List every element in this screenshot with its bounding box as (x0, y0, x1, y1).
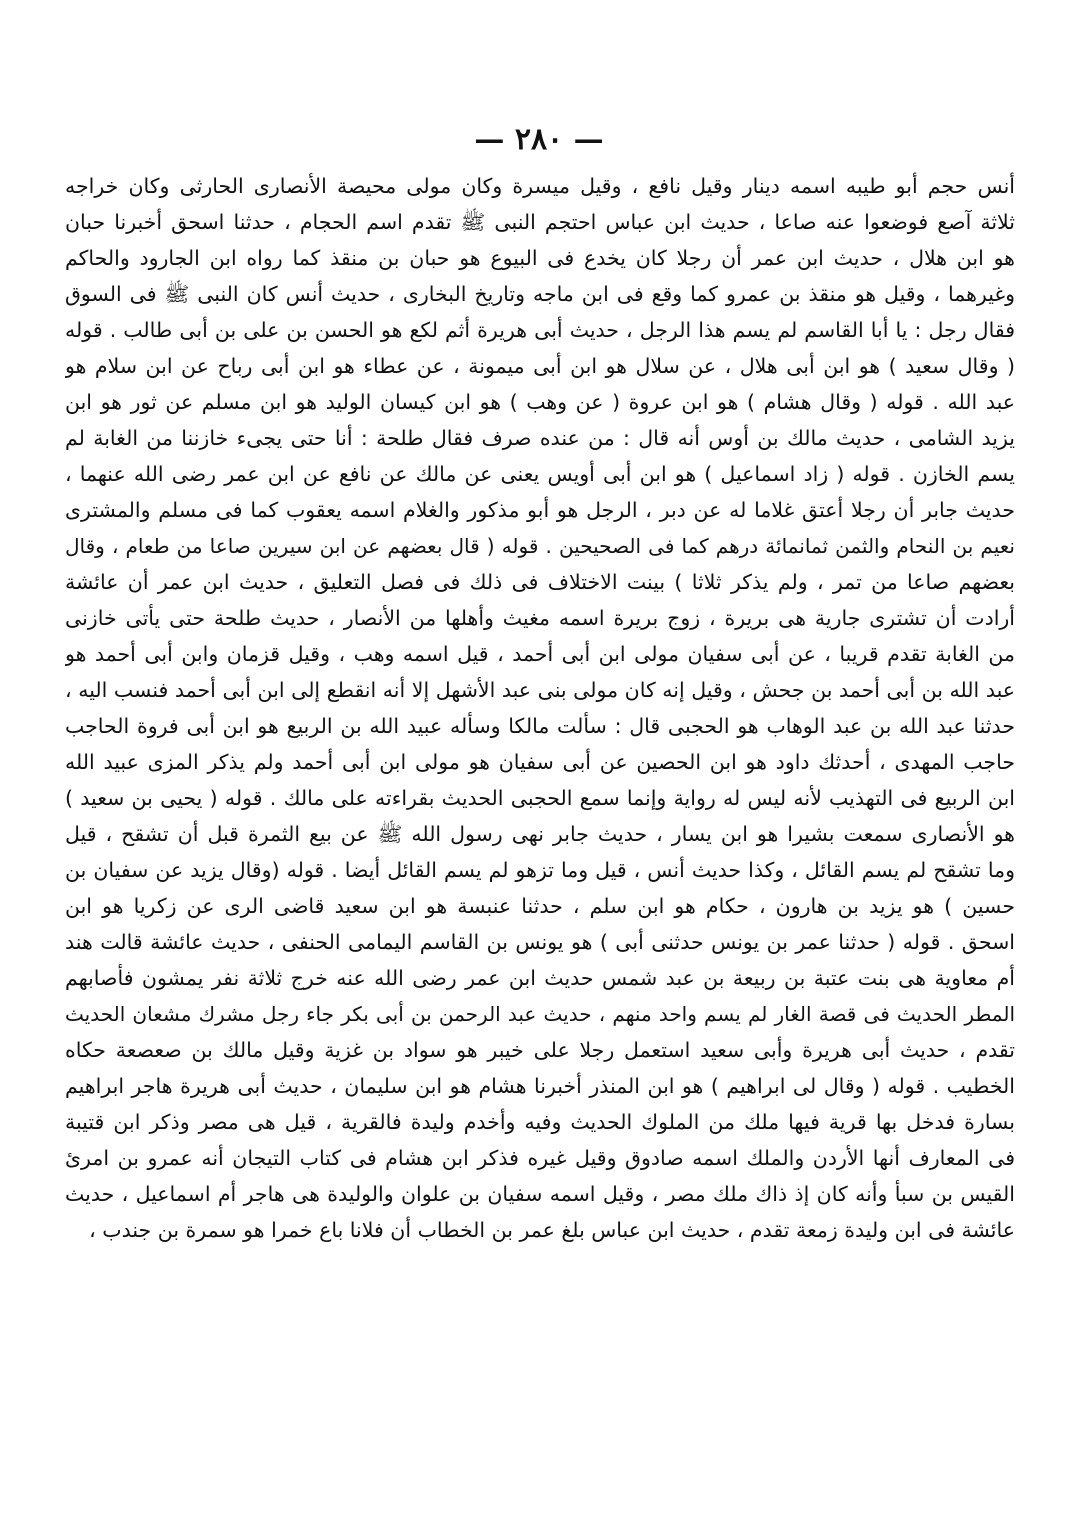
text-line: حديث جابر أن رجلا أعتق غلاما له عن دبر ، الرجل هو أبو مذكور والغلام اسمه يعقوب كما فى مسلم والمشترى (65, 498, 1015, 522)
text-line: عبد الله بن أبى أحمد بن جحش ، وقيل إنه كان مولى بنى عبد الأشهل إلا أنه انقطع إلى ابن أبى أحمد فنسب اليه ، (65, 678, 1015, 702)
text-line: أنس حجم أبو طيبه اسمه دينار وقيل نافع ، وقيل ميسرة وكان مولى محيصة الأنصارى الحارثى وكان خراجه (65, 174, 1015, 198)
body-text (65, 168, 1015, 1248)
text-line: عبد الله . قوله ( وقال هشام ) هو ابن عروة ( عن وهب ) هو ابن كيسان الوليد هو ابن مسلم عن ثور هو ابن (65, 390, 1015, 414)
text-line: يسم الخازن . قوله ( زاد اسماعيل ) هو ابن أبى أويس يعنى عن مالك عن نافع عن ابن عمر رضى الله عنهما ، (65, 462, 1015, 486)
text-line: بعضهم صاعا من تمر ، ولم يذكر ثلاثا ) بينت الاختلاف فى ذلك فى فصل التعليق ، حديث ابن عمر أن عائشة (65, 570, 1015, 594)
text-line: وما تشقح لم يسم القائل ، وكذا حديث أنس ، قيل وما تزهو لم يسم القائل أيضا . قوله (وقال يزيد عن سفيان بن (65, 858, 1015, 882)
text-line: تقدم ، حديث أبى هريرة وأبى سعيد استعمل رجلا على خيبر هو سواد بن غزية وقيل مالك بن صعصعة حكاه (65, 1038, 1015, 1062)
text-line: من الغابة تقدم قريبا ، عن أبى سفيان مولى ابن أبى أحمد ، قيل اسمه وهب ، وقيل قزمان وابن أبى أحمد هو (65, 642, 1015, 666)
text-line: القيس بن سبأ وأنه كان إذ ذاك ملك مصر ، وقيل اسمه سفيان بن علوان والوليدة هى هاجر أم اسماعيل ، حديث (65, 1182, 1015, 1206)
page-number: — ٢٨٠ — (474, 122, 604, 157)
text-line: فى المعارف أنها الأردن والملك اسمه صادوق وقيل غيره فذكر ابن هشام فى كتاب التيجان أنه عمرو بن امرئ (65, 1146, 1015, 1170)
text-line: الخطيب . قوله ( وقال لى ابراهيم ) هو ابن المنذر أخبرنا هشام هو ابن سليمان ، حديث أبى هريرة هاجر ابراهيم (65, 1074, 1015, 1098)
text-line: ثلاثة آصع فوضعوا عنه صاعا ، حديث ابن عباس احتجم النبى ﷺ تقدم اسم الحجام ، حدثنا اسحق أخبرنا حبان (65, 210, 1015, 234)
text-line: المطر الحديث فى قصة الغار لم يسم واحد منهم ، حديث عبد الرحمن بن أبى بكر جاء رجل مشرك مشعان الحديث (65, 1002, 1015, 1026)
text-line: هو ابن هلال ، حديث ابن عمر أن رجلا كان يخدع فى البيوع هو حبان بن منقذ كما رواه ابن الجارود والحاكم (65, 246, 1015, 270)
text-line: ( وقال سعيد ) هو ابن أبى هلال ، عن سلال هو ابن أبى ميمونة ، عن عطاء هو ابن أبى رباح عن ابن سلام هو (65, 354, 1015, 378)
text-line: فقال رجل : يا أبا القاسم لم يسم هذا الرجل ، حديث أبى هريرة أثم لكع هو الحسن بن على بن أبى طالب . قوله (65, 318, 1015, 342)
text-line: وغيرهما ، وقيل هو منقذ بن عمرو كما وقع فى ابن ماجه وتاريخ البخارى ، حديث أنس كان النبى ﷺ فى السوق (65, 282, 1015, 306)
text-line: أم معاوية هى بنت عتبة بن ربيعة بن عبد شمس حديث ابن عمر رضى الله عنه خرج ثلاثة نفر يمشون فأصابهم (65, 966, 1015, 990)
text-line: اسحق . قوله ( حدثنا عمر بن يونس حدثنى أبى ) هو يونس بن القاسم اليمامى الحنفى ، حديث عائشة قالت هند (65, 930, 1015, 954)
text-line: أرادت أن تشترى جارية هى بريرة ، زوج بريرة اسمه مغيث وأهلها من الأنصار ، حديث طلحة حتى يأتى خازنى (65, 606, 1015, 630)
text-line: بسارة فدخل بها قرية فيها ملك من الملوك الحديث وفيه وأخدم وليدة فالقرية ، قيل هى مصر وذكر ابن قتيبة (65, 1110, 1015, 1134)
text-line: هو الأنصارى سمعت بشيرا هو ابن يسار ، حديث جابر نهى رسول الله ﷺ عن بيع الثمرة قبل أن تشقح ، قيل (65, 822, 1015, 846)
text-line: حدثنا عبد الله بن عبد الوهاب هو الحجبى قال : سألت مالكا وسأله عبيد الله بن الربيع هو ابن أبى فروة الحاجب (65, 714, 1015, 738)
text-line: حاجب المهدى ، أحدثك داود هو ابن الحصين عن أبى سفيان هو مولى ابن أبى أحمد ولم يذكر المزى عبيد الله (65, 750, 1015, 774)
text-line: يزيد الشامى ، حديث مالك بن أوس أنه قال : من عنده صرف فقال طلحة : أنا حتى يجىء خازننا من الغابة لم (65, 426, 1015, 450)
text-line: عائشة فى ابن وليدة زمعة تقدم ، حديث ابن عباس بلغ عمر بن الخطاب أن فلانا باع خمرا هو سمرة بن جندب ، (89, 1218, 1015, 1242)
text-line: نعيم بن النحام والثمن ثمانمائة درهم كما فى الصحيحين . قوله ( قال بعضهم عن ابن سيرين صاعا من طعام ، وقال (65, 534, 1015, 558)
text-line: حسين ) هو يزيد بن هارون ، حكام هو ابن سلم ، حدثنا عنبسة هو ابن سعيد قاضى الرى عن زكريا هو ابن (65, 894, 1015, 918)
text-line: ابن الربيع فى التهذيب لأنه ليس له رواية وإنما سمع الحجبى الحديث بقراءته على مالك . قوله ( يحيى بن سعيد ) (65, 786, 1015, 810)
